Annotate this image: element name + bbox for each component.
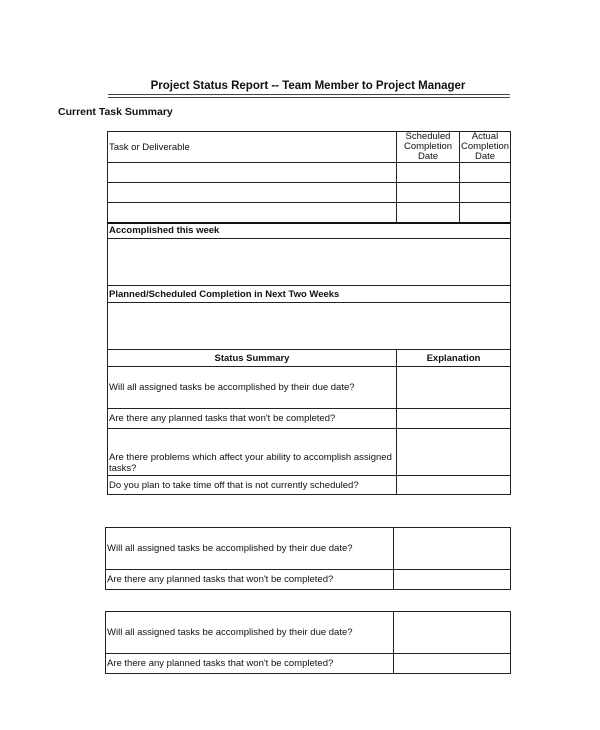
- section-subtitle: Current Task Summary: [58, 106, 173, 118]
- status-question: Are there any planned tasks that won't be completed?: [106, 654, 394, 674]
- explanation-cell[interactable]: [394, 570, 511, 590]
- main-report-table: [107, 131, 511, 495]
- page-title: Project Status Report -- Team Member to Project Manager: [150, 80, 466, 92]
- status-question: Are there problems which affect your ability to accomplish assigned tasks?: [108, 429, 397, 476]
- header-status-summary: Status Summary: [108, 350, 397, 367]
- actual-date-cell[interactable]: [460, 163, 511, 183]
- header-actual-completion-date: Actual Completion Date: [461, 131, 510, 162]
- status-question: Will all assigned tasks be accomplished by their due date?: [106, 612, 394, 654]
- status-question: Are there any planned tasks that won't be completed?: [106, 570, 394, 590]
- header-scheduled-completion-date: Scheduled Completion Date: [397, 132, 460, 163]
- scheduled-date-cell[interactable]: [397, 163, 460, 183]
- task-cell[interactable]: [108, 203, 397, 223]
- actual-date-cell[interactable]: [460, 183, 511, 203]
- status-question: Will all assigned tasks be accomplished by their due date?: [108, 367, 397, 409]
- header-task-or-deliverable: Task or Deliverable: [108, 132, 397, 163]
- title-rule: [108, 97, 510, 98]
- explanation-cell[interactable]: [394, 612, 511, 654]
- explanation-cell[interactable]: [397, 429, 511, 476]
- explanation-cell[interactable]: [394, 528, 511, 570]
- scheduled-date-cell[interactable]: [397, 203, 460, 223]
- title-rule: [108, 94, 510, 95]
- status-question: Do you plan to take time off that is not currently scheduled?: [108, 476, 397, 495]
- explanation-cell[interactable]: [397, 409, 511, 429]
- extra-status-table-2: [105, 611, 511, 674]
- status-question: Will all assigned tasks be accomplished by their due date?: [106, 528, 394, 570]
- explanation-cell[interactable]: [397, 367, 511, 409]
- actual-date-cell[interactable]: [460, 203, 511, 223]
- explanation-cell[interactable]: [394, 654, 511, 674]
- planned-completion-header: Planned/Scheduled Completion in Next Two Weeks: [108, 286, 511, 303]
- task-cell[interactable]: [108, 183, 397, 203]
- explanation-cell[interactable]: [397, 476, 511, 495]
- accomplished-this-week-header: Accomplished this week: [108, 223, 511, 239]
- scheduled-date-cell[interactable]: [397, 183, 460, 203]
- accomplished-this-week-field[interactable]: [108, 239, 511, 286]
- status-question: Are there any planned tasks that won't be completed?: [108, 409, 397, 429]
- extra-status-table-1: [105, 527, 511, 590]
- task-cell[interactable]: [108, 163, 397, 183]
- planned-completion-field[interactable]: [108, 303, 511, 350]
- header-explanation: Explanation: [397, 350, 511, 367]
